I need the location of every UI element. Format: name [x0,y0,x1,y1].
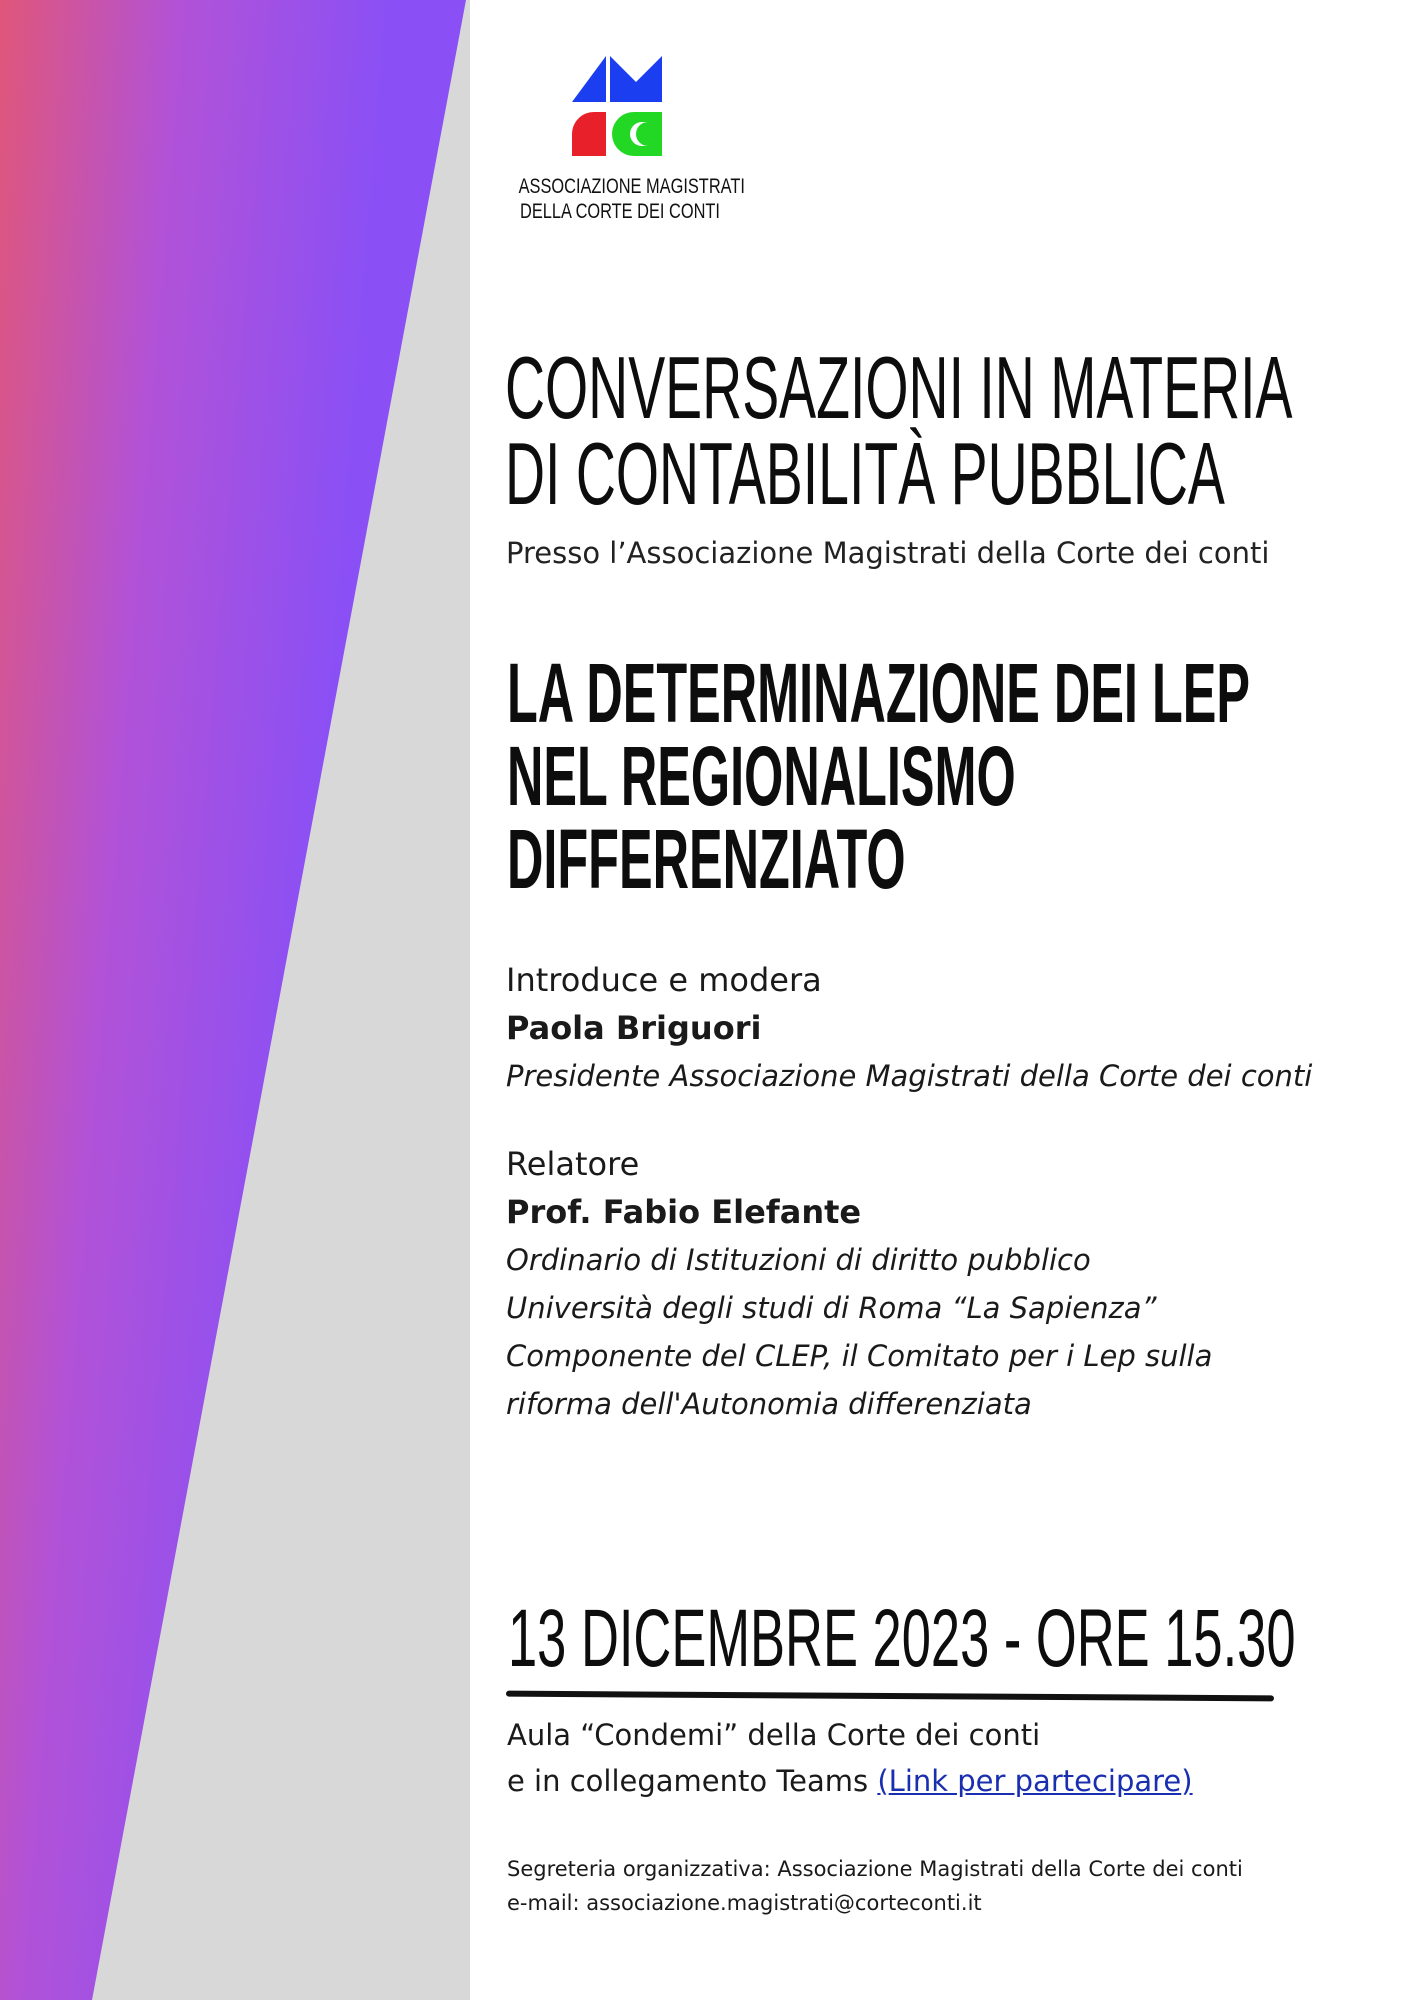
speaker-description-line3: Componente del CLEP, il Comitato per i Lep sulla [506,1339,1213,1373]
moderator-description: Presidente Associazione Magistrati della Corte dei conti [506,1059,1313,1093]
footer-email: e-mail: associazione.magistrati@corteconti.it [507,1891,982,1915]
location-line2-text: e in collegamento Teams [507,1764,878,1798]
location-line1: Aula “Condemi” della Corte dei conti [507,1718,1041,1752]
speaker-description-line1: Ordinario di Istituzioni di diritto pubblico [506,1243,1091,1277]
speaker-role: Relatore [506,1145,640,1183]
teams-link[interactable] [877,1764,1192,1798]
teams-link-text[interactable]: Link per partecipare [888,1764,1182,1798]
logo-blue-m [610,56,662,102]
talk-title-line2: NEL REGIONALISMO [507,729,1016,823]
moderator-block [506,956,1312,1100]
logo-red-quarter [572,112,606,156]
series-title-line2: DI CONTABILITÀ PUBBLICA [505,424,1225,523]
series-title [505,338,1293,523]
date-underline [506,1691,1274,1702]
footer-line1: Segreteria organizzativa: Associazione Magistrati della Corte dei conti [507,1857,1243,1881]
speaker-block [506,1140,1212,1428]
event-date-time: 13 DICEMBRE 2023 - ORE 15.30 [508,1593,1296,1684]
amcc-logo-icon [568,52,668,164]
teams-link-close-paren: ) [1181,1764,1193,1798]
teams-link-open-paren: ( [877,1764,889,1798]
logo-caption-line2: DELLA CORTE DEI CONTI [520,200,720,223]
speaker-description-line4: riforma dell'Autonomia differenziata [506,1387,1032,1421]
speaker-description-line2: Università degli studi di Roma “La Sapienza” [506,1291,1157,1325]
organizer-footer [507,1852,1243,1920]
logo-blue-triangle [572,56,606,102]
logo-caption-line1: ASSOCIAZIONE MAGISTRATI [518,175,745,198]
moderator-role: Introduce e modera [506,961,822,999]
logo-green-inner [636,122,662,146]
logo-caption [518,174,745,224]
talk-title-line3: DIFFERENZIATO [507,812,906,906]
series-subtitle: Presso l’Associazione Magistrati della Corte dei conti [506,536,1270,570]
talk-title-line1: LA DETERMINAZIONE DEI LEP [507,646,1250,740]
talk-title [507,646,1250,906]
event-location [507,1712,1193,1804]
location-line2 [507,1758,1193,1804]
speaker-name: Prof. Fabio Elefante [506,1193,862,1231]
moderator-name: Paola Briguori [506,1009,762,1047]
series-title-line1: CONVERSAZIONI IN MATERIA [505,338,1293,437]
